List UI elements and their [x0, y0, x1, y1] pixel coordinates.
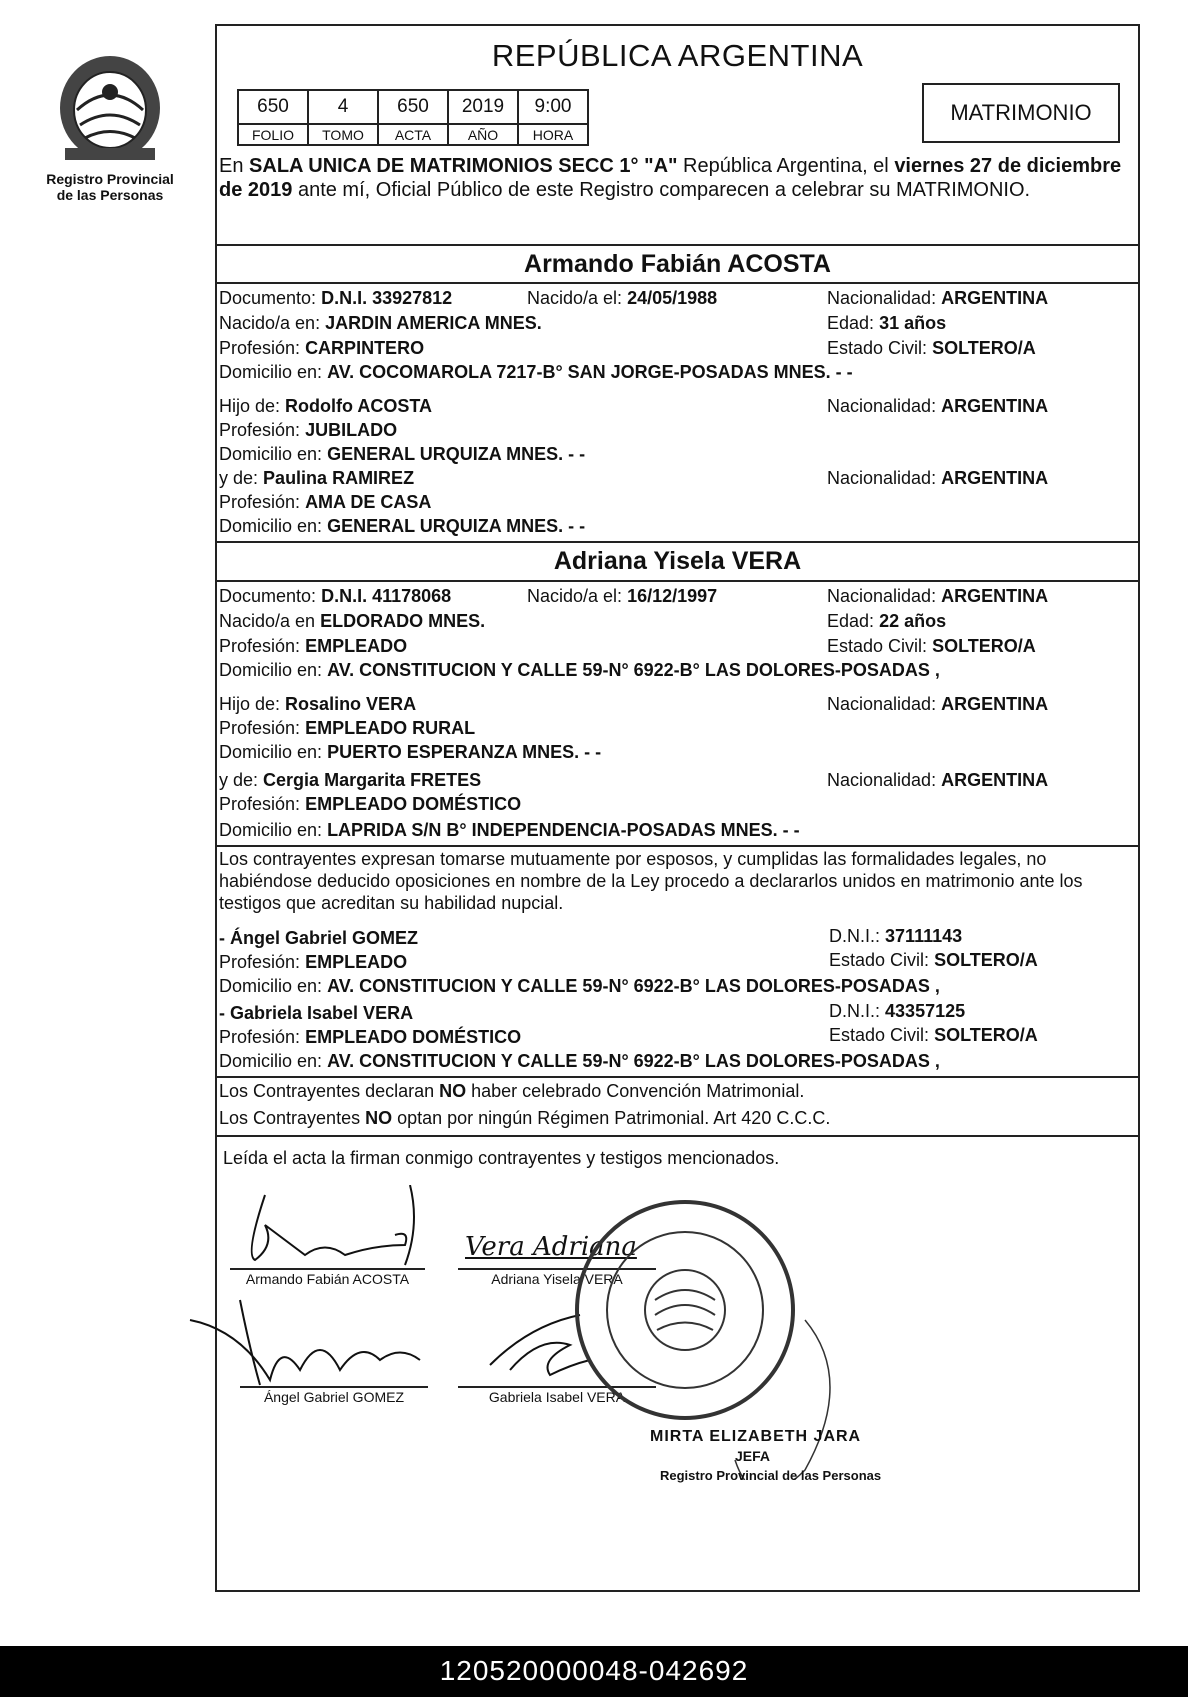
logo-label	[40, 171, 180, 203]
intro-paragraph	[219, 154, 1136, 202]
divider	[217, 580, 1138, 582]
spouse1-nationality: Nacionalidad: ARGENTINA	[827, 288, 1049, 308]
logo-label-line1: Registro Provincial	[46, 171, 174, 187]
spouse2-mother-address: Domicilio en: LAPRIDA S/N B° INDEPENDENCIA-POSADAS MNES. - -	[219, 820, 800, 840]
spouse2-document: Documento: D.N.I. 41178068	[219, 586, 452, 606]
provincial-logo	[40, 50, 180, 203]
signature-vera-adriana: Vera Adriana	[465, 1232, 637, 1262]
spouse2-mother-nationality: Nacionalidad: ARGENTINA	[827, 770, 1049, 790]
intro-text-3: ante mí, Oficial Público de este Registro comparecen a celebrar su MATRIMONIO.	[292, 179, 1031, 201]
spouse1-father-address: Domicilio en: GENERAL URQUIZA MNES. - -	[219, 444, 586, 464]
anio-value: 2019	[448, 90, 518, 124]
hora-label: HORA	[518, 124, 588, 145]
acta-value: 650	[378, 90, 448, 124]
intro-text-1: En	[219, 155, 250, 177]
tomo-label: TOMO	[308, 124, 378, 145]
spouse1-birthdate: Nacido/a el: 24/05/1988	[527, 288, 718, 308]
folio-label: FOLIO	[238, 124, 308, 145]
spouse2-address: Domicilio en: AV. CONSTITUCION Y CALLE 59-N° 6922-B° LAS DOLORES-POSADAS ,	[219, 660, 940, 680]
divider	[217, 244, 1138, 246]
spouse1-age: Edad: 31 años	[827, 313, 947, 333]
spouse1-father-nationality: Nacionalidad: ARGENTINA	[827, 396, 1049, 416]
witness1-name: - Ángel Gabriel GOMEZ	[219, 928, 419, 948]
signature-line	[240, 1386, 428, 1388]
spouse1-mother: y de: Paulina RAMIREZ	[219, 468, 415, 488]
witness2-name: - Gabriela Isabel VERA	[219, 1003, 414, 1023]
divider	[217, 282, 1138, 284]
spouse1-name: Armando Fabián ACOSTA	[524, 250, 831, 278]
folio-value: 650	[238, 90, 308, 124]
witness2-civil-status: Estado Civil: SOLTERO/A	[829, 1025, 1038, 1045]
official-title: JEFA	[735, 1448, 771, 1464]
anio-label: AÑO	[448, 124, 518, 145]
witness2-address: Domicilio en: AV. CONSTITUCION Y CALLE 59-N° 6922-B° LAS DOLORES-POSADAS ,	[219, 1051, 940, 1071]
divider	[217, 541, 1138, 543]
spouse1-father: Hijo de: Rodolfo ACOSTA	[219, 396, 433, 416]
footer-bar	[0, 1646, 1188, 1697]
tomo-value: 4	[308, 90, 378, 124]
witness2-profession: Profesión: EMPLEADO DOMÉSTICO	[219, 1027, 522, 1047]
spouse1-mother-address: Domicilio en: GENERAL URQUIZA MNES. - -	[219, 516, 586, 536]
closing-text: Leída el acta la firman conmigo contrayentes y testigos mencionados.	[223, 1148, 780, 1168]
signature-label-gomez: Ángel Gabriel GOMEZ	[263, 1389, 405, 1405]
signature-label-vera: Adriana Yisela VERA	[491, 1271, 623, 1287]
divider	[217, 1135, 1138, 1137]
intro-text-2: República Argentina, el	[677, 155, 895, 177]
spouse1-mother-profession: Profesión: AMA DE CASA	[219, 492, 432, 512]
document-type-box: MATRIMONIO	[922, 83, 1120, 143]
witness2-dni: D.N.I.: 43357125	[829, 1001, 966, 1021]
witness1-address: Domicilio en: AV. CONSTITUCION Y CALLE 59-N° 6922-B° LAS DOLORES-POSADAS ,	[219, 976, 940, 996]
spouse2-birthplace: Nacido/a en ELDORADO MNES.	[219, 611, 486, 631]
signature-acosta-icon	[225, 1185, 445, 1275]
witness1-civil-status: Estado Civil: SOLTERO/A	[829, 950, 1038, 970]
logo-label-line2: de las Personas	[56, 187, 164, 203]
convention-line-2: Los Contrayentes NO optan por ningún Régimen Patrimonial. Art 420 C.C.C.	[219, 1108, 831, 1128]
divider	[217, 845, 1138, 847]
spouse2-father-address: Domicilio en: PUERTO ESPERANZA MNES. - -	[219, 742, 602, 762]
document-code: 120520000048-042692	[439, 1655, 749, 1686]
spouse1-father-profession: Profesión: JUBILADO	[219, 420, 398, 440]
witness1-dni: D.N.I.: 37111143	[829, 926, 963, 946]
spouse2-mother-profession: Profesión: EMPLEADO DOMÉSTICO	[219, 794, 522, 814]
spouse1-document: Documento: D.N.I. 33927812	[219, 288, 453, 308]
spouse1-address: Domicilio en: AV. COCOMAROLA 7217-B° SAN JORGE-POSADAS MNES. - -	[219, 362, 853, 382]
spouse2-civil-status: Estado Civil: SOLTERO/A	[827, 636, 1036, 656]
spouse1-civil-status: Estado Civil: SOLTERO/A	[827, 338, 1036, 358]
official-name: MIRTA ELIZABETH JARA	[650, 1428, 862, 1445]
signature-line	[230, 1268, 425, 1270]
spouse2-father-nationality: Nacionalidad: ARGENTINA	[827, 694, 1049, 714]
acta-label: ACTA	[378, 124, 448, 145]
divider	[217, 1076, 1138, 1078]
spouse2-name: Adriana Yisela VERA	[553, 547, 802, 575]
spouse1-mother-nationality: Nacionalidad: ARGENTINA	[827, 468, 1049, 488]
signature-label-acosta: Armando Fabián ACOSTA	[245, 1271, 410, 1287]
spouse1-profession: Profesión: CARPINTERO	[219, 338, 425, 358]
declaration-paragraph: Los contrayentes expresan tomarse mutuamente por esposos, y cumplidas las formalidades legales, no habiéndose deducido oposiciones en nombre de la Ley procedo a declararlos unidos en matrimonio ante los testigos que acreditan su habilidad nupcial.	[219, 849, 1083, 913]
convention-line-1: Los Contrayentes declaran NO haber celebrado Convención Matrimonial.	[219, 1081, 805, 1101]
spouse2-father: Hijo de: Rosalino VERA	[219, 694, 417, 714]
hora-value: 9:00	[518, 90, 588, 124]
misiones-seal-icon	[55, 50, 165, 165]
page-title: REPÚBLICA ARGENTINA	[491, 38, 864, 73]
registry-table	[237, 89, 589, 146]
spouse2-mother: y de: Cergia Margarita FRETES	[219, 770, 482, 790]
spouse2-nationality: Nacionalidad: ARGENTINA	[827, 586, 1049, 606]
spouse1-birthplace: Nacido/a en: JARDIN AMERICA MNES.	[219, 313, 542, 333]
intro-date: viernes 27 de diciembre de 2019	[219, 155, 1122, 201]
spouse2-profession: Profesión: EMPLEADO	[219, 636, 408, 656]
spouse2-age: Edad: 22 años	[827, 611, 947, 631]
spouse2-birthdate: Nacido/a el: 16/12/1997	[527, 586, 718, 606]
spouse2-father-profession: Profesión: EMPLEADO RURAL	[219, 718, 476, 738]
signature-label-gabriela: Gabriela Isabel VERA	[488, 1389, 626, 1405]
intro-office: SALA UNICA DE MATRIMONIOS SECC 1° "A"	[249, 155, 678, 177]
official-organization: Registro Provincial de las Personas	[660, 1468, 882, 1483]
signature-gomez-icon	[180, 1290, 440, 1390]
witness1-profession: Profesión: EMPLEADO	[219, 952, 408, 972]
